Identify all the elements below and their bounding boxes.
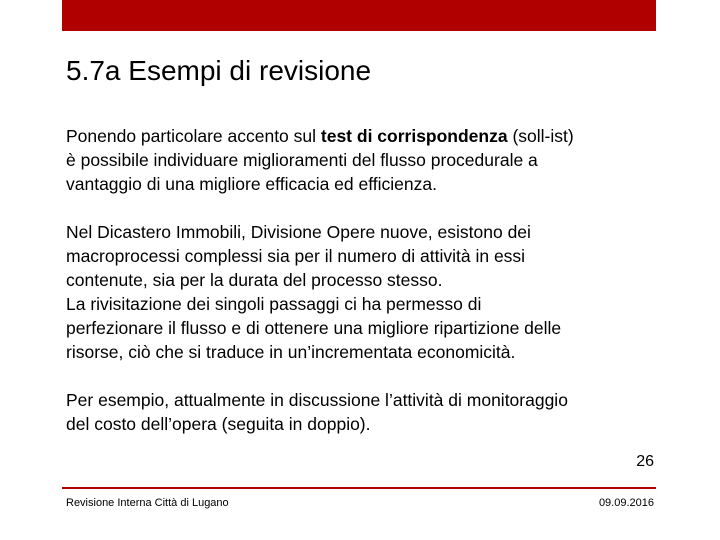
paragraph-2-line-1: Nel Dicastero Immobili, Divisione Opere nuove, esistono dei: [66, 222, 531, 242]
paragraph-1-text-a: Ponendo particolare accento sul: [66, 126, 321, 146]
slide-title: 5.7a Esempi di revisione: [66, 55, 372, 86]
page-number: 26: [636, 453, 654, 470]
footer-organization: Revisione Interna Città di Lugano: [66, 497, 229, 509]
paragraph-1-line-1: [66, 124, 666, 148]
paragraph-2-line-5: perfezionare il flusso e di ottenere una migliore ripartizione delle: [66, 318, 562, 338]
slide-body: [66, 124, 666, 460]
footer-date: 09.09.2016: [598, 497, 654, 509]
paragraph-2-line-4: La rivisitazione dei singoli passaggi ci ha permesso di: [66, 294, 482, 314]
paragraph-1-line-3: vantaggio di una migliore efficacia ed efficienza.: [66, 174, 437, 194]
emphasis-test-di-corrispondenza: test di corrispondenza: [320, 126, 508, 146]
paragraph-2-line-3: contenute, sia per la durata del processo stesso.: [66, 270, 443, 290]
paragraph-2: [66, 220, 666, 364]
paragraph-1-line-2: è possibile individuare miglioramenti del flusso procedurale a: [66, 150, 538, 170]
paragraph-2-line-6: risorse, ciò che si traduce in un’incrementata economicità.: [66, 342, 516, 362]
paragraph-3: [66, 388, 666, 436]
header-accent-bar: [62, 0, 656, 31]
paragraph-1: [66, 124, 666, 196]
paragraph-3-line-1: Per esempio, attualmente in discussione l’attività di monitoraggio: [66, 390, 568, 410]
paragraph-3-line-2: del costo dell’opera (seguita in doppio).: [66, 414, 371, 434]
paragraph-1-text-b: (soll-ist): [507, 126, 574, 146]
footer-divider: [62, 487, 656, 489]
paragraph-2-line-2: macroprocessi complessi sia per il numero di attività in essi: [66, 246, 526, 266]
